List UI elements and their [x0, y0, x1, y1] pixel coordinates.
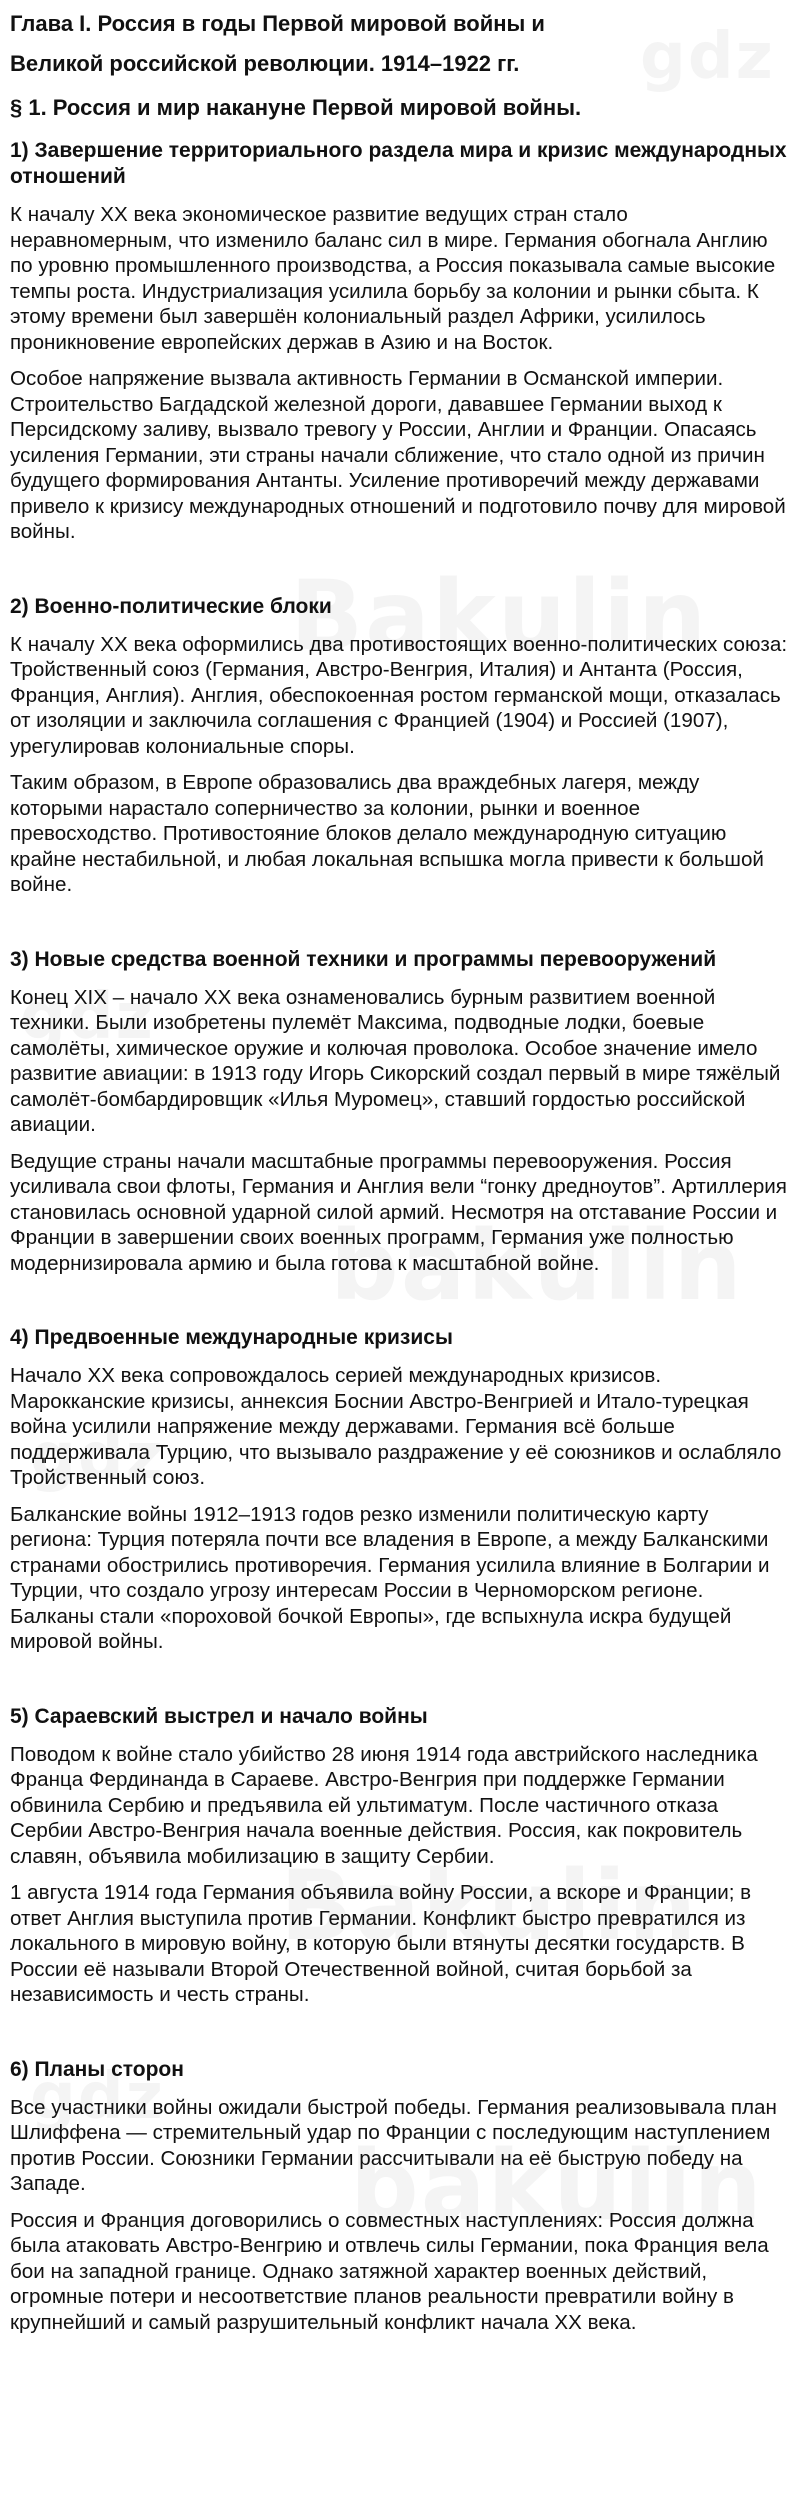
section-paragraph: Ведущие страны начали масштабные программы перевооружения. Россия усиливала свои флоты, Германия и Англия вели “гонку дредноутов”. Артиллерия становилась основной ударной силой армий. Несмотря на отставание России и Франции в завершении своих военных программ, Германия уже полностью модернизировала армию и была готова к масштабной войне. — [10, 1149, 787, 1275]
section-paragraph: К началу XX века оформились два противостоящих военно-политических союза: Тройственный союз (Германия, Австро-Венгрия, Италия) и Антанта (Россия, Франция, Англия). Англия, обеспокоенная ростом германской мощи, отказалась от изоляции и заключила соглашения с Францией (1904) и Россией (1907), урегулировав колониальные споры. — [10, 632, 788, 758]
section-paragraph: К началу XX века экономическое развитие ведущих стран стало неравномерным, что изменило баланс сил в мире. Германия обогнала Англию по уровню промышленного производства, а Россия показывала самые высокие темпы роста. Индустриализация усилила борьбу за колонии и рынки сбыта. К этому времени был завершён колониальный раздел Африки, усилилось проникновение европейских держав в Азию и на Восток. — [10, 203, 776, 354]
section-gap — [10, 909, 790, 937]
section-paragraph: Поводом к войне стало убийство 28 июня 1914 года австрийского наследника Франца Фердинанда в Сараеве. Австро-Венгрия при поддержке Германии обвинила Сербию и предъявила ей ультиматум. После частичного отказа Сербии Австро-Венгрия начала военные действия. Россия, как покровитель славян, объявила мобилизацию в защиту Сербии. — [10, 1742, 758, 1868]
section-title: 3) Новые средства военной техники и программы перевооружений — [10, 947, 717, 971]
section-title: 2) Военно-политические блоки — [10, 594, 332, 618]
section-paragraph: 1 августа 1914 года Германия объявила войну России, а вскоре и Франции; в ответ Англия выступила против Германии. Конфликт быстро превратился из локального в мировую войну, в которую были втянуты десятки государств. В России её называли Второй Отечественной войной, считая борьбой за независимость и честь страны. — [10, 1881, 752, 2006]
section-4 — [10, 1325, 790, 1655]
section-paragraph: Балканские войны 1912–1913 годов резко изменили политическую карту региона: Турция потеряла почти все владения в Европе, а между Балканскими странами обострились противоречия. Германия усилила влияние в Болгарии и Турции, что создало угрозу интересам России в Черноморском регионе. Балканы стали «пороховой бочкой Европы», где вспыхнула искра будущей мировой войны. — [10, 1502, 770, 1653]
section-gap — [10, 556, 790, 584]
section-title: 1) Завершение территориального раздела мира и кризис международных отношений — [10, 139, 787, 188]
section-3 — [10, 947, 790, 1277]
section-gap — [10, 1666, 790, 1694]
section-paragraph: Все участники войны ожидали быстрой победы. Германия реализовывала план Шлиффена — стремительный удар по Франции с последующим наступлением против России. Союзники Германии рассчитывали на её быструю победу на Западе. — [10, 2095, 777, 2195]
chapter-title-line-1: Глава I. Россия в годы Первой мировой войны и — [10, 11, 545, 36]
section-title: 4) Предвоенные международные кризисы — [10, 1326, 453, 1349]
section-gap — [10, 2019, 790, 2047]
paragraph-title: § 1. Россия и мир накануне Первой мировой войны. — [10, 95, 582, 120]
section-1 — [10, 138, 790, 545]
section-6 — [10, 2057, 790, 2336]
chapter-title-line-2: Великой российской революции. 1914–1922 гг. — [10, 51, 520, 76]
section-5 — [10, 1704, 790, 2008]
section-2 — [10, 594, 790, 898]
section-paragraph: Конец XIX – начало XX века ознаменовались бурным развитием военной техники. Были изобретены пулемёт Максима, подводные лодки, боевые самолёты, химическое оружие и колючая проволока. Особое значение имело развитие авиации: в 1913 году Игорь Сикорский создал первый в мире тяжёлый самолёт-бомбардировщик «Илья Муромец», ставший гордостью российской авиации. — [10, 985, 781, 1136]
section-paragraph: Россия и Франция договорились о совместных наступлениях: Россия должна была атаковать Австро-Венгрию и отвлечь силы Германии, пока Франция вела бои на западной границе. Однако затяжной характер военных действий, огромные потери и несоответствие планов реальности превратили войну в крупнейший и самый разрушительный конфликт начала XX века. — [10, 2208, 769, 2334]
section-paragraph: Особое напряжение вызвала активность Германии в Османской империи. Строительство Багдадской железной дороги, дававшее Германии выход к Персидскому заливу, вызвало тревогу у России, Англии и Франции. Опасаясь усиления Германии, эти страны начали сближение, что стало одной из причин будущего формирования Антанты. Усиление противоречий между державами привело к кризису международных отношений и подготовило почву для мировой войны. — [10, 367, 786, 543]
section-title: 5) Сараевский выстрел и начало войны — [10, 1704, 428, 1728]
section-paragraph: Начало XX века сопровождалось серией международных кризисов. Марокканские кризисы, аннексия Боснии Австро-Венгрией и Итало-турецкая война усилили напряжение между державами. Германия всё больше поддерживала Турцию, что вызывало раздражение у её союзников и ослабляло Тройственный союз. — [10, 1364, 782, 1489]
section-paragraph: Таким образом, в Европе образовались два враждебных лагеря, между которыми нарастало соперничество за колонии, рынки и военное превосходство. Противостояние блоков делало международную ситуацию крайне нестабильной, и любая локальная вспышка могла привести к большой войне. — [10, 771, 764, 896]
section-title: 6) Планы сторон — [10, 2057, 184, 2081]
section-gap — [10, 1287, 790, 1315]
